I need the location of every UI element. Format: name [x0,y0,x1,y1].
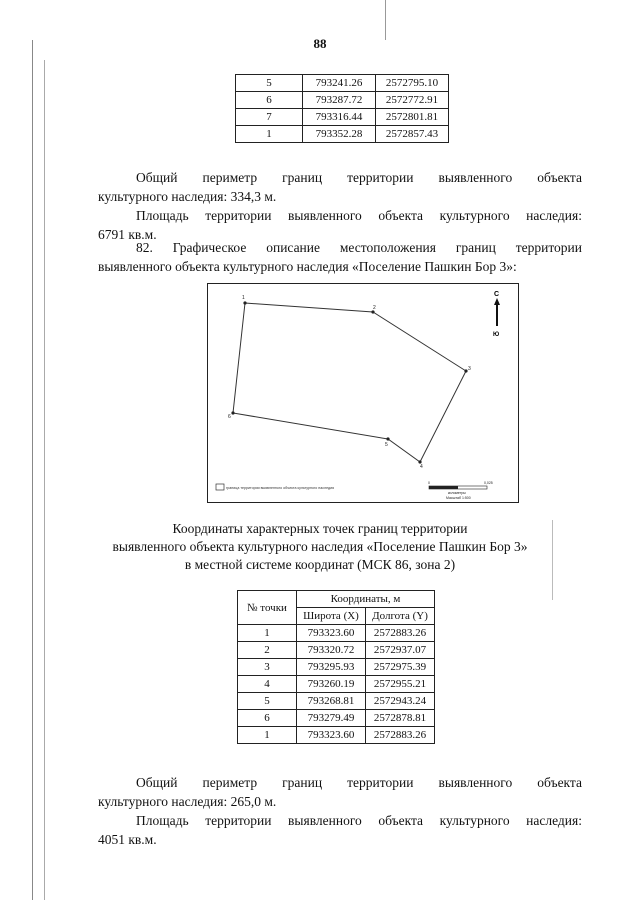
cell-point: 3 [238,659,297,676]
scan-line [32,40,33,900]
cell-point: 5 [238,693,297,710]
boundary-map [207,283,519,503]
cell-y: 2572883.26 [366,625,435,642]
cell-point: 2 [238,642,297,659]
svg-text:Масштаб 1:500: Масштаб 1:500 [446,496,471,500]
coords-caption: Координаты характерных точек границ территории выявленного объекта культурного наследия «Поселение Пашкин Бор 3» в местной системе координат (МСК 86, зона 2) [112,521,528,572]
table-row [238,676,435,693]
scan-line [44,60,45,900]
point-5 [386,437,389,440]
header-point-number: № точки [238,591,297,625]
cell-y: 2572883.26 [366,727,435,744]
table-row [236,126,449,143]
header-longitude: Долгота (Y) [366,608,435,625]
cell-y: 2572943.24 [366,693,435,710]
cell-y: 2572937.07 [366,642,435,659]
cell-point: 6 [238,710,297,727]
cell-y: 2572975.39 [366,659,435,676]
table-row [238,710,435,727]
cell-point: 6 [236,92,303,109]
cell-y: 2572795.10 [376,75,449,92]
scale-bar [428,481,493,500]
point-1 [243,301,246,304]
table-row [238,693,435,710]
point-label-3: 3 [468,366,471,372]
cell-x: 793323.60 [297,727,366,744]
coords-table-continued [235,74,449,143]
cell-x: 793287.72 [303,92,376,109]
cell-point: 1 [238,727,297,744]
point-label-1: 1 [242,295,245,301]
cell-x: 793260.19 [297,676,366,693]
cell-x: 793295.93 [297,659,366,676]
cell-point: 7 [236,109,303,126]
svg-text:С: С [494,291,500,298]
cell-x: 793279.49 [297,710,366,727]
cell-y: 2572801.81 [376,109,449,126]
svg-text:0,025: 0,025 [484,481,493,485]
section-82-paragraph: 82. Графическое описание местоположения границ территории выявленного объекта культурного наследия «Поселение Пашкин Бор 3»: [98,240,582,274]
boundary-polygon [233,303,466,462]
table-row [236,75,449,92]
cell-point: 1 [238,625,297,642]
point-label-4: 4 [420,464,423,470]
svg-text:километры: километры [448,491,466,495]
map-legend [216,484,334,490]
cell-point: 1 [236,126,303,143]
svg-text:Ю: Ю [493,332,500,338]
table-row [238,727,435,744]
cell-point: 4 [238,676,297,693]
perimeter-paragraph-2: Общий периметр границ территории выявленного объекта культурного наследия: 265,0 м. [98,775,582,809]
cell-x: 793241.26 [303,75,376,92]
area-paragraph: Площадь территории выявленного объекта культурного наследия: 6791 кв.м. [98,208,582,242]
svg-text:0: 0 [428,481,430,485]
cell-x: 793320.72 [297,642,366,659]
header-coordinates: Координаты, м [297,591,435,608]
perimeter-paragraph: Общий периметр границ территории выявленного объекта культурного наследия: 334,3 м. [98,170,582,204]
table-row [238,625,435,642]
compass-icon [493,291,500,338]
cell-y: 2572955.21 [366,676,435,693]
cell-x: 793352.28 [303,126,376,143]
cell-x: 793268.81 [297,693,366,710]
table-row [236,92,449,109]
table-row [236,109,449,126]
table-row [238,659,435,676]
legend-text: граница территории выявленного объекта культурного наследия [226,486,335,490]
coords-table [237,590,435,744]
area-paragraph-2: Площадь территории выявленного объекта культурного наследия: 4051 кв.м. [98,813,582,847]
header-latitude: Широта (X) [297,608,366,625]
point-label-5: 5 [385,442,388,448]
cell-y: 2572857.43 [376,126,449,143]
boundary-points [231,301,467,463]
point-6 [231,411,234,414]
page-number: 88 [313,36,327,51]
cell-x: 793323.60 [297,625,366,642]
cell-x: 793316.44 [303,109,376,126]
table-row [238,642,435,659]
scan-line [385,0,386,40]
cell-y: 2572878.81 [366,710,435,727]
point-label-6: 6 [228,414,231,420]
boundary-map-svg [208,284,518,502]
point-label-2: 2 [373,305,376,311]
cell-y: 2572772.91 [376,92,449,109]
cell-point: 5 [236,75,303,92]
